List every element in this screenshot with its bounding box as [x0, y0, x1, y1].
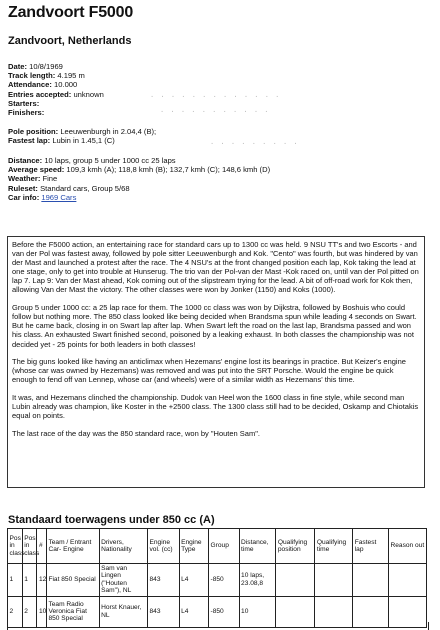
race-details-row [8, 156, 270, 165]
car-info-label: Car info: [8, 192, 40, 202]
attendance-label: Attendance: [8, 80, 52, 90]
weather-value: Fine [42, 174, 58, 184]
table-cell: 1 [8, 564, 23, 597]
table-cell: 1 [22, 564, 37, 597]
table-cell: 843 [147, 596, 179, 627]
weather-label: Weather: [8, 174, 41, 184]
fastest-lap-label: Fastest lap: [8, 136, 51, 146]
column-header: Pos in class [22, 529, 37, 564]
track-length-value: 4.195 m [57, 71, 85, 81]
page-title: Zandvoort F5000 [8, 4, 134, 21]
event-info-row [8, 71, 104, 80]
table-cell [353, 564, 389, 597]
attendance-value: 10.000 [54, 80, 78, 90]
race-location: Zandvoort, Netherlands [8, 35, 132, 47]
background-watermark: · · · · · · · · · [210, 140, 299, 148]
event-info-row [8, 80, 104, 89]
average-speed-value: 109,3 kmh (A); 118,8 kmh (B); 132,7 kmh (C); 148,6 kmh (D) [66, 165, 271, 175]
table-cell: L4 [179, 596, 208, 627]
background-watermark: · · · · · · · · · · · [160, 108, 270, 116]
event-info [8, 62, 104, 117]
ruleset-value: Standard cars, Group 5/68 [40, 183, 130, 193]
starters-label: Starters: [8, 98, 40, 108]
finishers-label: Finishers: [8, 108, 45, 118]
column-header: Reason out [389, 529, 427, 564]
column-header: Group [209, 529, 240, 564]
table-cell [315, 564, 353, 597]
column-header: Distance, time [239, 529, 276, 564]
table-cell [389, 564, 427, 597]
column-header: Pos in class [8, 529, 23, 564]
report-paragraph: It was, and Hezemans clinched the championship. Dudok van Heel won the 1600 class in fine style, while second man Lubin already was champion, like Koster in the +2500 class. The 1300 class still had to be decided, Oskamp and Chiotakis equal on points. [12, 393, 419, 421]
event-info-row [8, 108, 104, 117]
ruleset-label: Ruleset: [8, 183, 38, 193]
table-cell: Horst Knauer, NL [99, 596, 147, 627]
table-continuation [7, 622, 429, 630]
column-header: Engine vol. (cc) [147, 529, 179, 564]
race-info-row [8, 127, 156, 136]
race-report [7, 236, 425, 488]
event-info-row [8, 62, 104, 71]
pole-position-value: Leeuwenburgh in 2.04,4 (B); [60, 127, 157, 136]
table-cell: -850 [209, 564, 240, 597]
pole-position-label: Pole position: [8, 127, 59, 136]
race-info-row [8, 136, 156, 145]
race-details-row [8, 174, 270, 183]
column-header: Engine Type [179, 529, 208, 564]
event-date-value: 10/8/1969 [29, 62, 63, 71]
table-header-row [8, 529, 427, 564]
report-paragraph: The last race of the day was the 850 standard race, won by "Houten Sam". [12, 428, 260, 438]
distance-value: 10 laps, group 5 under 1000 cc 25 laps [44, 156, 176, 165]
race-info [8, 127, 156, 145]
column-header: Team / Entrant Car- Engine [46, 529, 99, 564]
table-cell: 843 [147, 564, 179, 597]
column-header: Qualifying time [315, 529, 353, 564]
entries-value: unknown [73, 89, 104, 99]
results-section-title: Standaard toerwagens under 850 cc (A) [8, 514, 215, 526]
table-row [8, 564, 427, 597]
table-cell: 2 [8, 596, 23, 627]
race-details [8, 156, 270, 202]
fastest-lap-value: Lubin in 1.45,1 (C) [52, 136, 115, 146]
column-header: # [37, 529, 46, 564]
results-table [7, 528, 427, 628]
report-paragraph: Before the F5000 action, an entertaining race for standard cars up to 1300 cc was held. 9 NSU TT's and two Escorts - and van der Pol was fastest away, followed by pole sitter Leeuwenburgh and Kok. "Cento" was fourth, but was hindered by van der Mast and launched a protest after the race. The 4 NSU's at the front changed position each lap, Kok taking the lead at one stage, only to get into trouble at Hunserug. The trio van der Pol-van der Mast -Kok raced on, until van der Pol pitted on lap 7. Lap 9: Van der Mast ahead, Kok coming out of the slipstream trying for the lead. A bit of off-road work for Kok then, allowing Van der Mast the victory. The other classes were won by Jonker (1150) and Koks (1000). [12, 240, 419, 295]
table-cell: Fiat 850 Special [46, 564, 99, 597]
report-paragraph: Group 5 under 1000 cc: a 25 lap race for them. The 1000 cc class was won by Dijkstra, followed by Boshuis who could follow but nothing more. The 850 class looked like being decided when Brandsma spun while leading 4 seconds on Swart. But he came back, closing in on Swart lap after lap. When Swart left the road on the last lap, Brandsma passed and won his class. An exhausted Swart finished second, poisoned by a leaking exhaust. In both classes the championship was not decided yet - 25 points for both leaders in both classes! [12, 303, 417, 349]
table-cell: 2 [22, 596, 37, 627]
race-details-row [8, 165, 270, 174]
event-date-label: Date: [8, 62, 27, 71]
event-info-row [8, 99, 104, 108]
event-info-row [8, 90, 104, 99]
track-length-label: Track length: [8, 71, 56, 81]
table-cell: Team Radio Veronica Fiat 850 Special [46, 596, 99, 627]
table-cell: Sam van Lingen ("Houten Sam"), NL [99, 564, 147, 597]
column-header: Qualifying position [276, 529, 315, 564]
race-details-row [8, 193, 270, 202]
distance-label: Distance: [8, 156, 43, 165]
table-cell [276, 564, 315, 597]
entries-label: Entries accepted: [8, 89, 72, 99]
table-cell: -850 [209, 596, 240, 627]
table-cell: 12 [37, 564, 46, 597]
race-details-row [8, 184, 270, 193]
column-header: Drivers, Nationality [99, 529, 147, 564]
average-speed-label: Average speed: [8, 165, 65, 175]
report-paragraph: The big guns looked like having an anticlimax when Hezemans' engine lost its bearings in practice. But Keizer's engine (whose car was owned by Hezemans) was removed and was put into the SRT Porsche. Would the engine be quick enough to fend off van Lennep, whose car (and wheels) were of a similar width as Hezemans' this time. [12, 357, 406, 385]
table-cell: L4 [179, 564, 208, 597]
table-cell: 10 laps, 23.08,8 [239, 564, 276, 597]
car-info-link[interactable]: 1969 Cars [41, 192, 77, 202]
background-watermark: · · · · · · · · · · · · · [150, 93, 281, 101]
table-cell: 10 [239, 596, 276, 627]
table-cell: 10 [37, 596, 46, 627]
column-header: Fastest lap [353, 529, 389, 564]
